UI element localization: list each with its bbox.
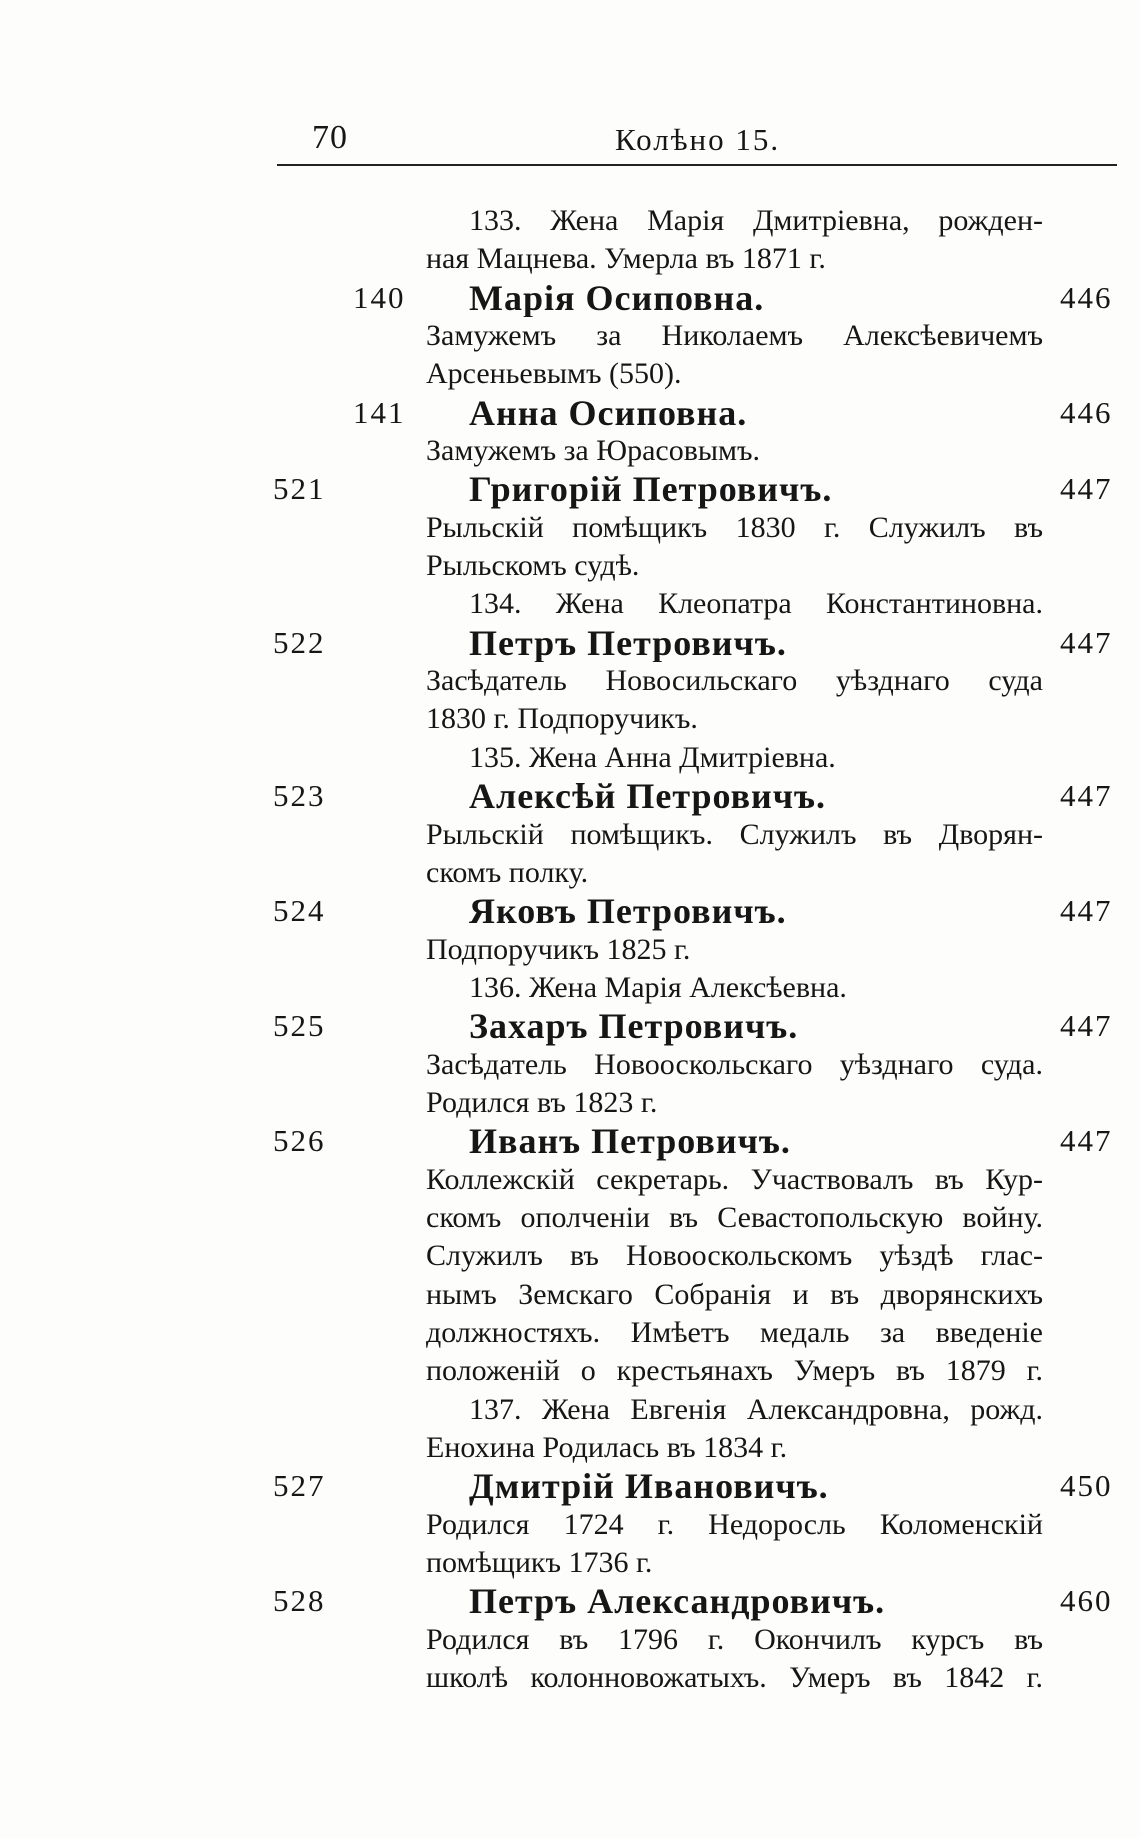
detail-line: 1830 г. Подпоручикъ. xyxy=(426,702,698,736)
entry-number: 528 xyxy=(273,1583,326,1619)
person-name: Алексѣй Петровичъ. xyxy=(469,777,827,816)
entry-number: 525 xyxy=(273,1008,326,1044)
detail-line: Служилъ въ Новооскольскомъ уѣздѣ глас- xyxy=(426,1239,1043,1273)
detail-line: положеній о крестьянахъ Умеръ въ 1879 г. xyxy=(426,1354,1043,1388)
detail-line: должностяхъ. Имѣетъ медаль за введеніе xyxy=(426,1315,1043,1349)
wife-row xyxy=(0,202,1140,240)
detail-line: Родился въ 1796 г. Окончилъ курсъ въ xyxy=(426,1622,1043,1656)
person-name: Яковъ Петровичъ. xyxy=(469,892,787,931)
wife-line: 135. Жена Анна Дмитріевна. xyxy=(469,740,836,774)
reference-number: 460 xyxy=(1060,1583,1113,1619)
entry-row xyxy=(0,1582,1140,1620)
detail-line: Рыльскій помѣщикъ. Служилъ въ Дворян- xyxy=(426,817,1043,851)
detail-line: Родился 1724 г. Недоросль Коломенскій xyxy=(426,1507,1043,1541)
reference-number: 446 xyxy=(1060,394,1113,430)
detail-line: Засѣдатель Новосильскаго уѣзднаго суда xyxy=(426,664,1043,698)
entry-number: 524 xyxy=(273,893,326,929)
reference-number: 446 xyxy=(1060,279,1113,315)
detail-line: скомъ ополченіи въ Севастопольскую войну. xyxy=(426,1200,1043,1234)
genealogy-list xyxy=(0,202,1140,1697)
header-rule xyxy=(277,164,1117,166)
entry-row xyxy=(0,1122,1140,1160)
entry-row xyxy=(0,892,1140,930)
wife-line: 137. Жена Евгенія Александровна, рожд. xyxy=(469,1392,1043,1426)
detail-line: Родился въ 1823 г. xyxy=(426,1085,658,1119)
detail-line: Замужемъ за Николаемъ Алексѣевичемъ xyxy=(426,319,1043,353)
reference-number: 447 xyxy=(1060,624,1113,660)
person-name: Дмитрій Ивановичъ. xyxy=(469,1467,829,1506)
reference-number: 447 xyxy=(1060,893,1113,929)
detail-line: Рыльскій помѣщикъ 1830 г. Служилъ въ xyxy=(426,510,1043,544)
detail-line: Подпоручикъ 1825 г. xyxy=(426,932,691,966)
detail-line: Коллежскій секретарь. Участвовалъ въ Кур- xyxy=(426,1162,1043,1196)
detail-line: Арсеньевымъ (550). xyxy=(426,357,682,391)
entry-number: 522 xyxy=(273,624,326,660)
entry-row xyxy=(0,394,1140,432)
person-name: Григорій Петровичъ. xyxy=(469,470,833,509)
person-name: Марія Осиповна. xyxy=(469,278,765,318)
wife-row xyxy=(0,240,1140,278)
detail-line: помѣщикъ 1736 г. xyxy=(426,1546,653,1580)
wife-line: ная Мацнева. Умерла въ 1871 г. xyxy=(426,242,826,276)
entry-row xyxy=(0,1007,1140,1045)
running-title: Колѣно 15. xyxy=(615,122,781,157)
detail-line: школѣ колонновожатыхъ. Умеръ въ 1842 г. xyxy=(426,1661,1043,1695)
entry-row xyxy=(0,470,1140,508)
detail-line: нымъ Земскаго Собранія и въ дворянскихъ xyxy=(426,1277,1043,1311)
person-name: Иванъ Петровичъ. xyxy=(469,1122,791,1161)
entry-number: 521 xyxy=(273,471,326,507)
detail-line: Замужемъ за Юрасовымъ. xyxy=(426,434,761,468)
detail-line: Засѣдатель Новооскольскаго уѣзднаго суда. xyxy=(426,1047,1043,1081)
wife-line: Енохина Родилась въ 1834 г. xyxy=(426,1431,788,1464)
entry-number: 140 xyxy=(353,279,406,315)
reference-number: 447 xyxy=(1060,1008,1113,1044)
entry-row xyxy=(0,777,1140,815)
person-name: Захаръ Петровичъ. xyxy=(469,1007,799,1046)
entry-number: 523 xyxy=(273,778,326,814)
reference-number: 447 xyxy=(1060,778,1113,814)
entry-number: 526 xyxy=(273,1123,326,1159)
wife-line: 136. Жена Марія Алексѣевна. xyxy=(469,970,847,1004)
page-number: 70 xyxy=(312,119,348,156)
wife-line: 133. Жена Марія Дмитріевна, рожден- xyxy=(469,204,1043,237)
person-name: Петръ Петровичъ. xyxy=(469,623,787,663)
entry-row xyxy=(0,1467,1140,1505)
detail-line: скомъ полку. xyxy=(426,855,589,889)
reference-number: 450 xyxy=(1060,1468,1113,1504)
reference-number: 447 xyxy=(1060,471,1113,507)
detail-line: Рыльскомъ судѣ. xyxy=(426,549,640,583)
wife-line: 134. Жена Клеопатра Константиновна. xyxy=(469,587,1043,621)
entry-number: 527 xyxy=(273,1468,326,1504)
reference-number: 447 xyxy=(1060,1123,1113,1159)
entry-number: 141 xyxy=(353,394,406,430)
entry-row xyxy=(0,279,1140,317)
person-name: Анна Осиповна. xyxy=(469,393,748,433)
entry-row xyxy=(0,624,1140,662)
person-name: Петръ Александровичъ. xyxy=(469,1582,886,1621)
